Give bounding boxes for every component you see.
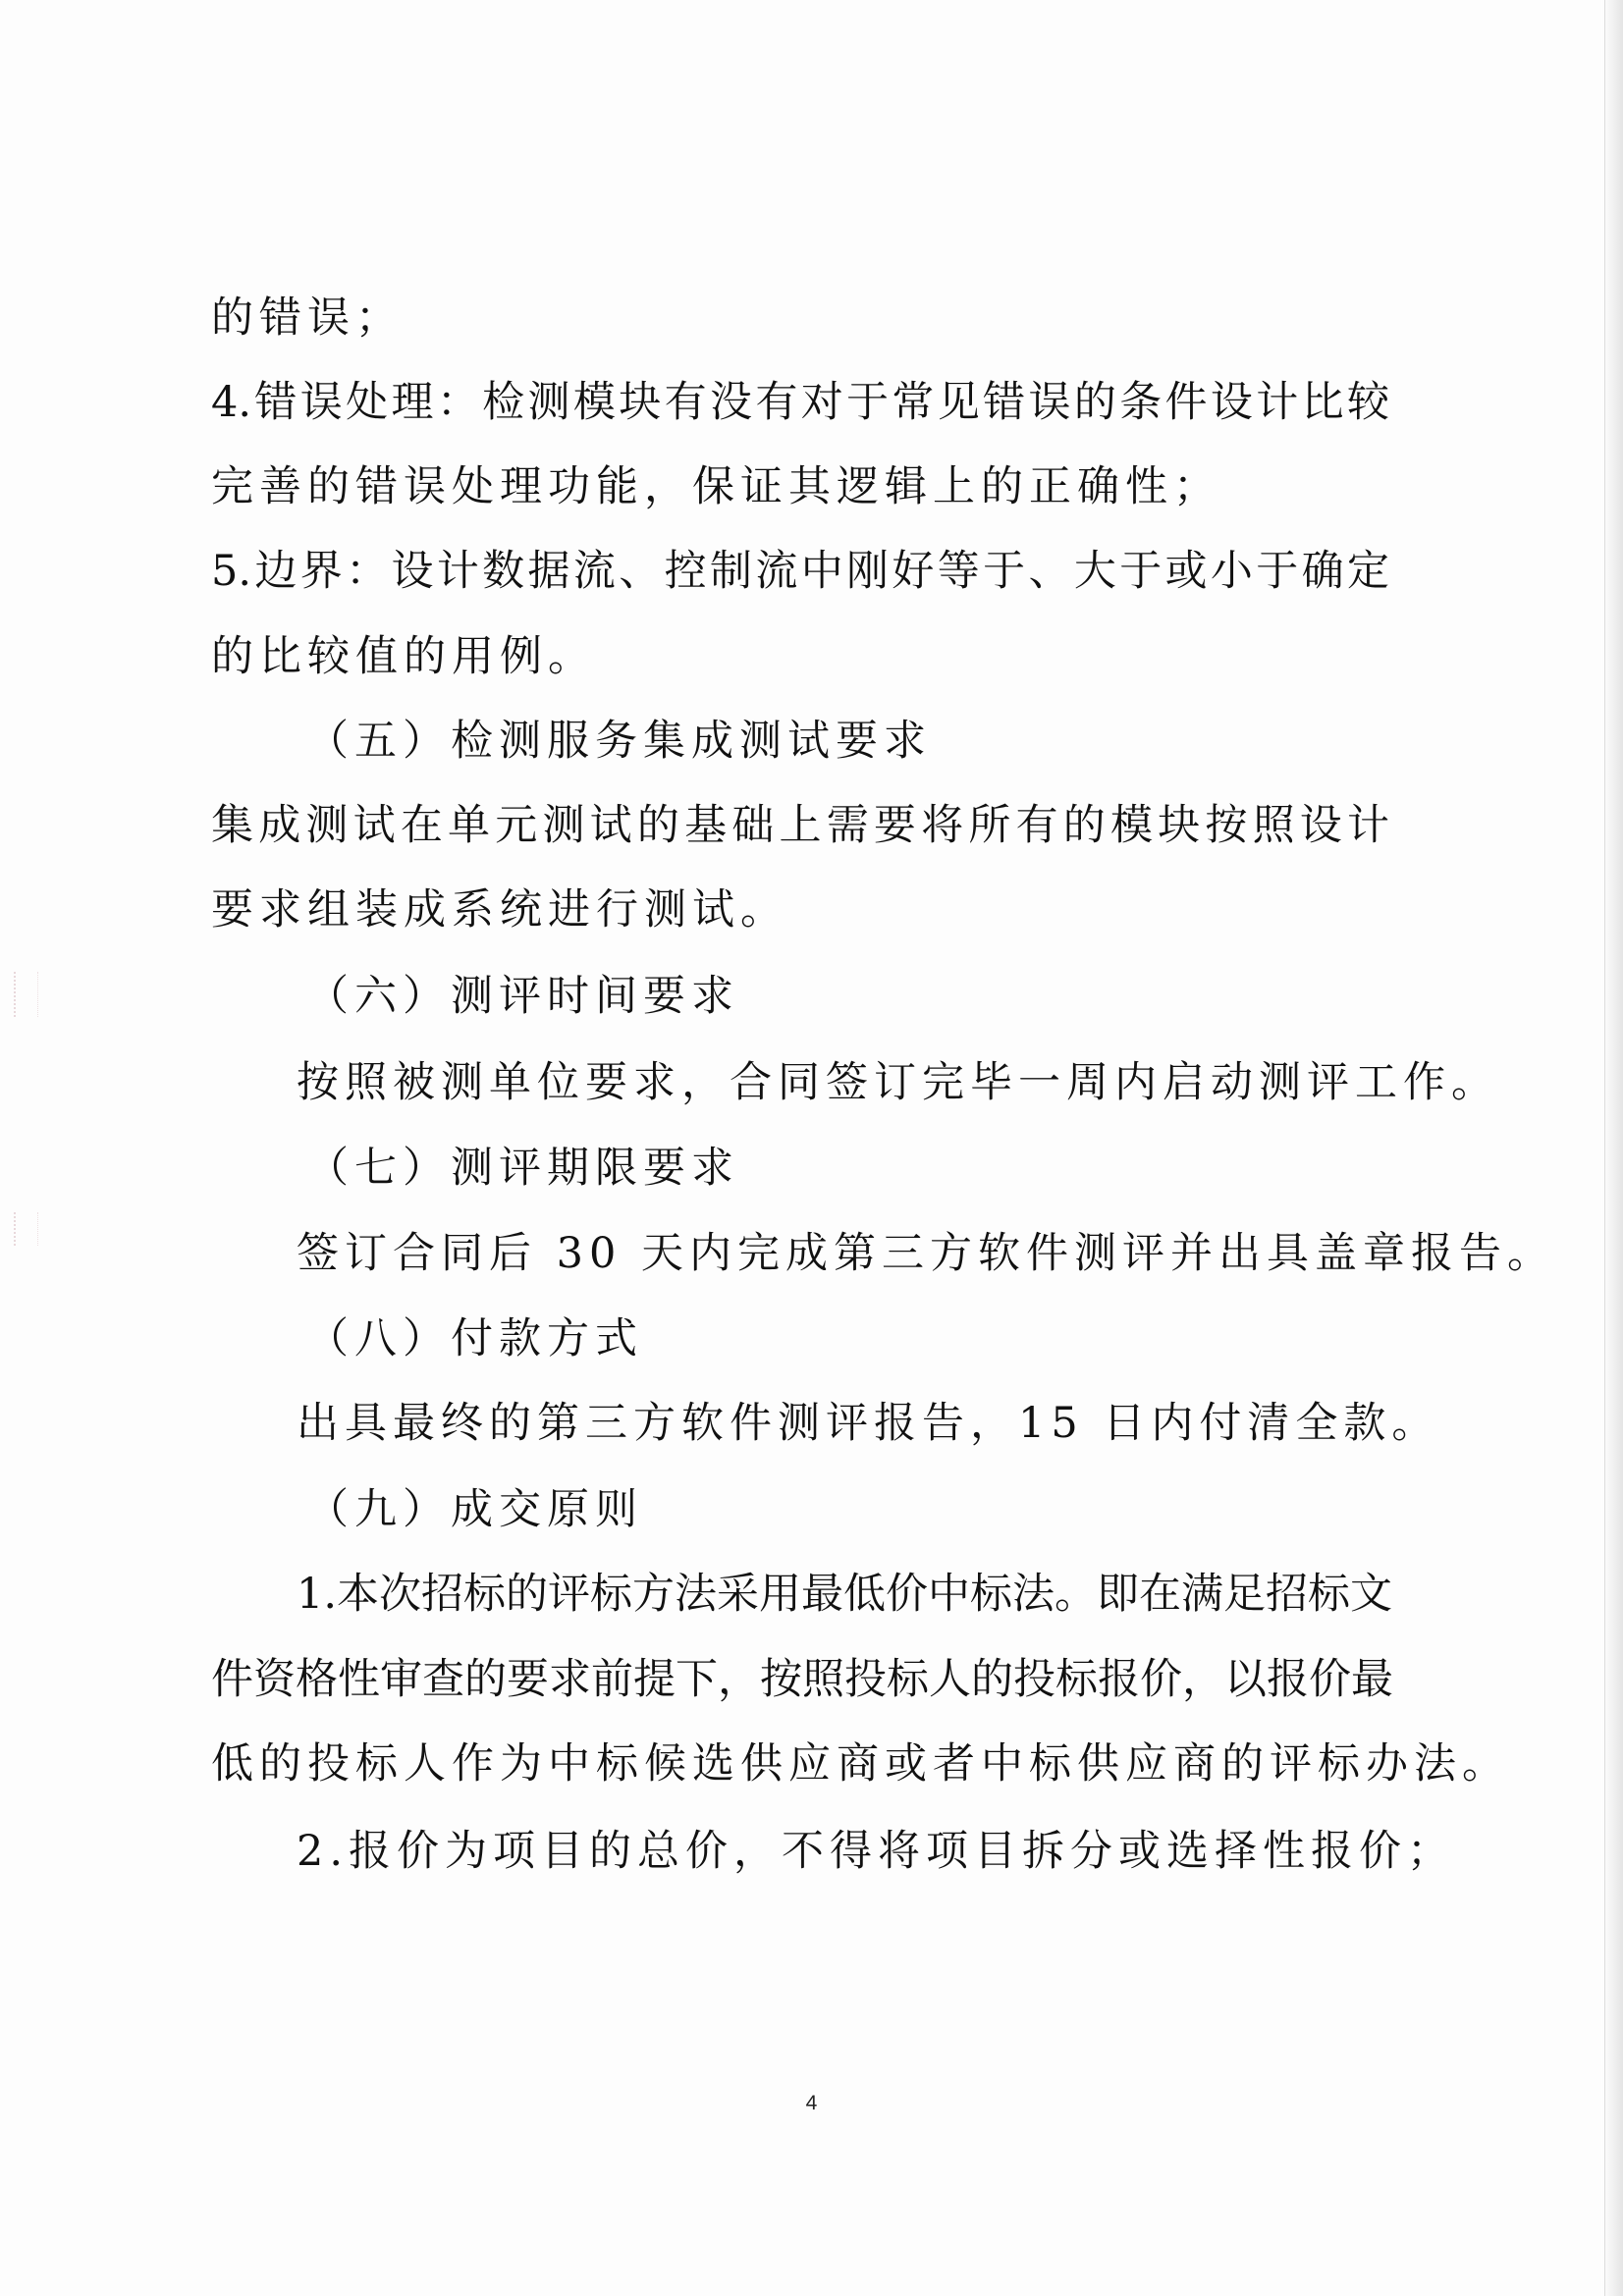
page-edge-line (1604, 0, 1605, 2296)
section-heading-nine: （九）成交原则 (306, 1485, 643, 1534)
document-line-19: 2.报价为项目的总价，不得将项目拆分或选择性报价； (297, 1827, 1456, 1876)
faint-seal-mark-lower (14, 1212, 38, 1246)
document-line-14: 出具最终的第三方软件测评报告，15 日内付清全款。 (297, 1399, 1440, 1448)
document-line-1: 的错误； (211, 294, 404, 343)
page-number: 4 (805, 2092, 818, 2114)
faint-seal-mark-upper (14, 972, 38, 1017)
document-line-7: 集成测试在单元测试的基础上需要将所有的模块按照设计 (211, 801, 1389, 850)
document-line-12: 签订合同后 30 天内完成第三方软件测评并出具盖章报告。 (297, 1229, 1556, 1278)
document-line-2: 4.错误处理：检测模块有没有对于常见错误的条件设计比较 (211, 378, 1389, 427)
section-heading-five: （五）检测服务集成测试要求 (306, 717, 932, 766)
document-line-17: 件资格性审查的要求前提下，按照投标人的投标报价，以报价最 (211, 1655, 1393, 1704)
document-line-3: 完善的错误处理功能，保证其逻辑上的正确性； (211, 462, 1221, 511)
section-heading-eight: （八）付款方式 (306, 1314, 643, 1363)
section-heading-seven: （七）测评期限要求 (306, 1144, 739, 1193)
section-heading-six: （六）测评时间要求 (306, 972, 739, 1021)
document-line-10: 按照被测单位要求，合同签订完毕一周内启动测评工作。 (297, 1058, 1499, 1107)
document-line-16: 1.本次招标的评标方法采用最低价中标法。即在满足招标文 (297, 1570, 1393, 1619)
document-line-5: 的比较值的用例。 (211, 632, 596, 681)
document-line-18: 低的投标人作为中标候选供应商或者中标供应商的评标办法。 (211, 1739, 1510, 1789)
document-line-4: 5.边界：设计数据流、控制流中刚好等于、大于或小于确定 (211, 547, 1389, 596)
document-line-8: 要求组装成系统进行测试。 (211, 885, 788, 934)
